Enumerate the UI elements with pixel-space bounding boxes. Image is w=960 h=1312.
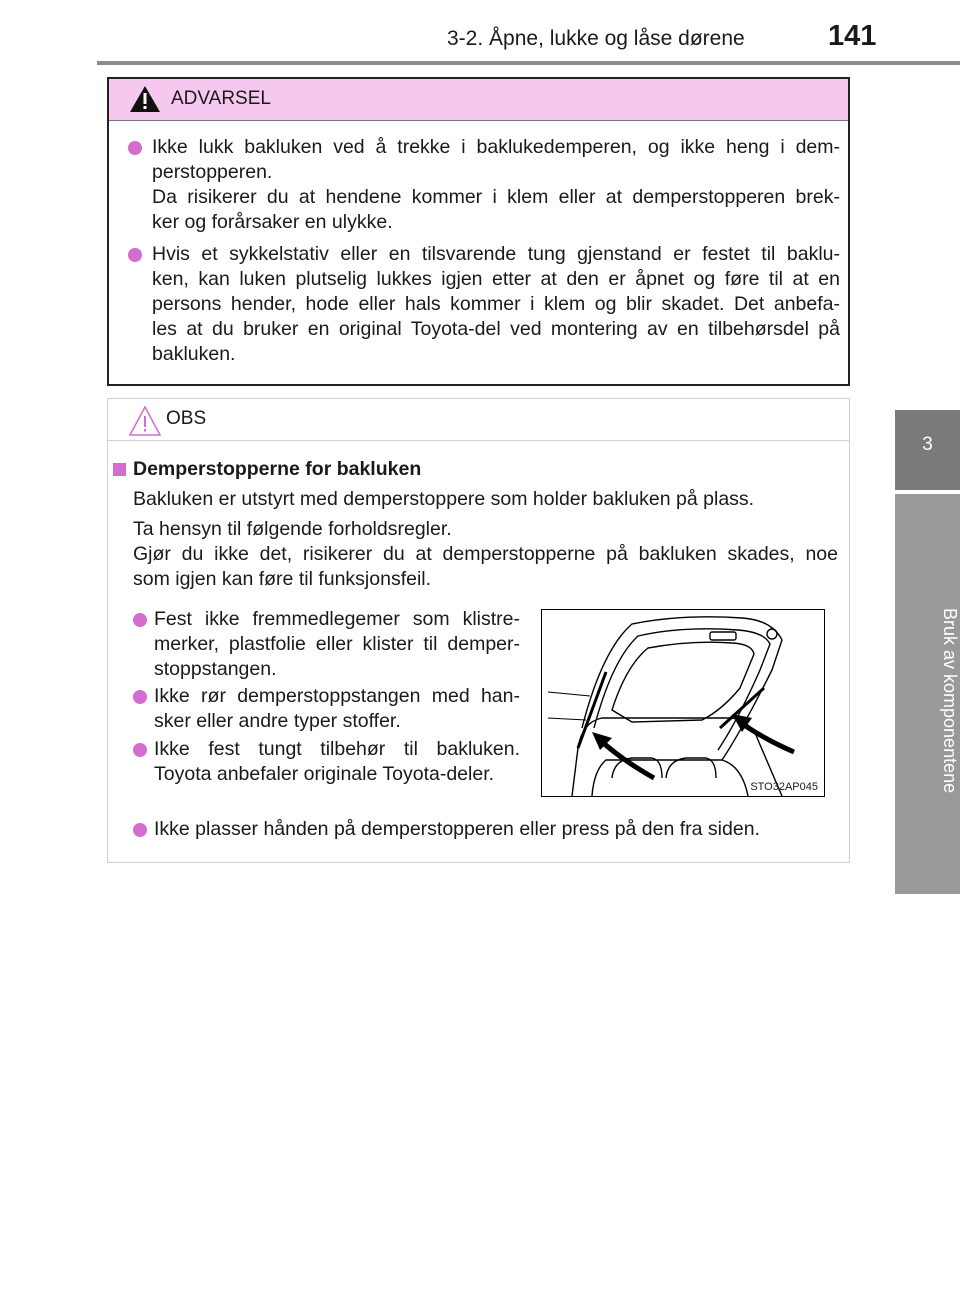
tailgate-illustration [541, 609, 825, 797]
figure-code: STO32AP045 [750, 781, 818, 793]
warning-line: persons hender, hode eller hals kommer i klem og blir skadet. Det anbefa- [152, 293, 840, 315]
header-rule [97, 61, 960, 65]
bullet-icon [133, 823, 147, 837]
notice-line: Ta hensyn til følgende forholdsregler. [133, 518, 452, 540]
bullet-icon [128, 248, 142, 262]
notice-line: Gjør du ikke det, risikerer du at demperstopperne på bakluken skades, noe [133, 543, 838, 565]
warning-line: ker og forårsaker en ulykke. [152, 211, 393, 233]
chapter-number: 3 [922, 434, 933, 455]
square-bullet-icon [113, 463, 126, 476]
warning-line: perstopperen. [152, 161, 273, 183]
notice-bullet-line: Ikke rør demperstoppstangen med han- [154, 685, 520, 707]
bullet-icon [133, 743, 147, 757]
warning-header [109, 79, 848, 121]
warning-line: Ikke lukk bakluken ved å trekke i baklukedemperen, og ikke heng i dem- [152, 136, 840, 158]
warning-line: ken, kan luken plutselig lukkes igjen etter at den er åpnet og føre til at en [152, 268, 840, 290]
notice-intro: Bakluken er utstyrt med demperstoppere som holder bakluken på plass. [133, 488, 755, 510]
notice-line: som igjen kan føre til funksjonsfeil. [133, 568, 432, 590]
section-title: 3-2. Åpne, lukke og låse dørene [447, 27, 745, 50]
notice-bullet-line: stoppstangen. [154, 658, 277, 680]
notice-title: OBS [166, 408, 207, 429]
notice-bullet-line: sker eller andre typer stoffer. [154, 710, 401, 732]
notice-bullet-line: merker, plastfolie eller klister til demper- [154, 633, 520, 655]
warning-line: les at du bruker en original Toyota-del ved montering av en tilbehørsdel på [152, 318, 840, 340]
bullet-icon [133, 690, 147, 704]
bullet-icon [128, 141, 142, 155]
chapter-label [895, 494, 960, 894]
notice-bullet-line: Toyota anbefaler originale Toyota-deler. [154, 763, 495, 785]
notice-last-bullet: Ikke plasser hånden på demperstopperen eller press på den fra siden. [154, 818, 760, 840]
chapter-title: Bruk av komponentene [940, 608, 960, 794]
notice-header [108, 399, 849, 441]
warning-line: bakluken. [152, 343, 236, 365]
warning-line: Da risikerer du at hendene kommer i klem eller at demperstopperen brek- [152, 186, 840, 208]
notice-heading: Demperstopperne for bakluken [133, 458, 422, 480]
caution-triangle-icon [128, 405, 162, 437]
page-number: 141 [828, 20, 877, 52]
notice-bullet-line: Ikke fest tungt tilbehør til bakluken. [154, 738, 520, 760]
warning-title: ADVARSEL [171, 88, 271, 109]
tailgate-drawing [542, 610, 824, 796]
warning-triangle-icon [129, 85, 161, 113]
notice-bullet-line: Fest ikke fremmedlegemer som klistre- [154, 608, 520, 630]
warning-line: Hvis et sykkelstativ eller en tilsvarende tung gjenstand er festet til baklu- [152, 243, 840, 265]
chapter-tab [895, 410, 960, 490]
bullet-icon [133, 613, 147, 627]
